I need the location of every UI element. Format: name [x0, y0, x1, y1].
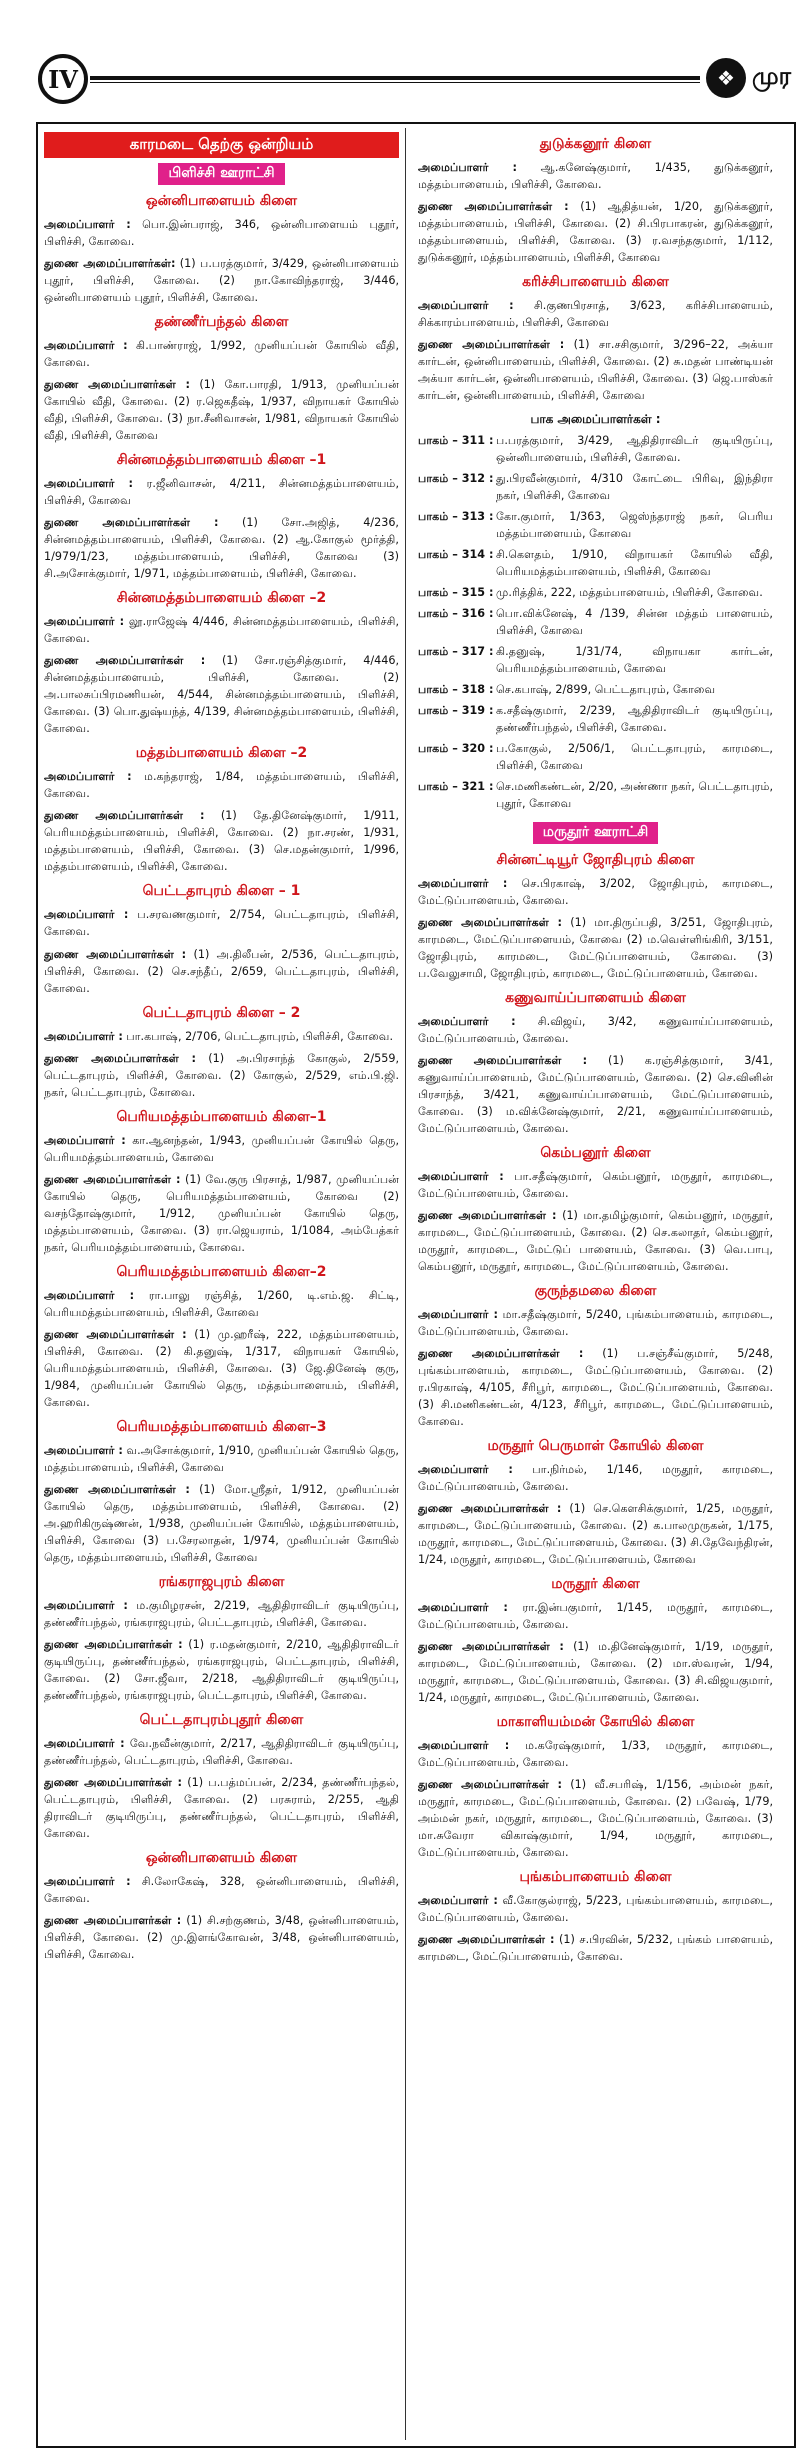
organizer-text: பா.நிர்மல், 1/146, மருதூர், காரமடை, மேட்டுப்பாளையம், கோவை. [418, 1462, 773, 1493]
booth-label: பாகம் – 320 : [418, 742, 494, 756]
booth-organizer-text: ப.கோகுல், 2/506/1, பெட்டதாபுரம், காரமடை, பிளிச்சி, கோவை [496, 742, 773, 773]
deputy-organizers-entry [44, 1636, 399, 1704]
deputy-organizers-label: துணை அமைப்பாளர்கள் : [418, 1778, 562, 1792]
booth-row [418, 681, 773, 698]
deputy-organizers-label: துணை அமைப்பாளர்கள் : [418, 200, 569, 214]
booth-organizer-text: கோ.குமார், 1/363, ஜெஸ்ந்தராஜ் நகர், பெரிய மத்தம்பாளையம், கோவை [496, 510, 773, 541]
deputy-organizers-text: (1) சி.சற்குணம், 3/48, ஒன்னிபாளையம், பிளிச்சி, கோவை. (2) மு.இளங்கோவன், 3/48, ஒன்னிபாளையம், பிளிச்சி, கோவை. [44, 1914, 399, 1962]
header-rule [90, 76, 700, 80]
organizer-label: அமைப்பாளர் : [418, 1169, 504, 1183]
branch-title: பெரியமத்தம்பாளையம் கிளை–3 [116, 1418, 327, 1435]
branch-title: மருதூர் பெருமாள் கோயில் கிளை [487, 1437, 704, 1454]
booth-organizer-text: து.பிரவீன்குமார், 4/310 கோட்டை பிரிவு, இந்திரா நகர், பிளிச்சி, கோவை [496, 472, 773, 503]
organizer-label: அமைப்பாளர் : [44, 218, 131, 231]
organizer-label: அமைப்பாளர் : [44, 1133, 126, 1147]
deputy-organizers-entry [44, 1912, 399, 1963]
organizer-text: சி.லோகேஷ், 328, ஒன்னிபாளையம், பிளிச்சி, கோவை. [44, 1875, 399, 1906]
deputy-organizers-text: (1) அ.திலீபன், 2/536, பெட்டதாபுரம், பிளிச்சி, கோவை. (2) செ.சந்தீப், 2/659, பெட்டதாபுரம், பிளிச்சி, கோவை. [44, 947, 399, 995]
deputy-organizers-entry [44, 1774, 399, 1842]
deputy-organizers-text: (1) க.ரஞ்சித்குமார், 3/41, கணுவாய்ப்பாளையம், மேட்டுப்பாளையம், கோவை. (2) செ.வினின் பிரசாந்த், 3/421, கணுவாய்ப்பாளையம், மேட்டுப்பாளையம், கோவை. (3) ம.விக்னேஷ்குமார், 2/21, கணுவாய்ப்பாளையம், மேட்டுப்பாளையம், கோவை. [418, 1053, 773, 1135]
deputy-organizers-label: துணை அமைப்பாளர்கள் : [418, 1501, 562, 1515]
organizer-text: ஆ.கனேஷ்குமார், 1/435, துடுக்கனூர், மத்தம்பாளையம், பிளிச்சி, கோவை. [418, 161, 773, 192]
organizer-entry [44, 1287, 399, 1321]
branch-title: துடுக்கனூர் கிளை [539, 136, 652, 152]
deputy-organizers-text: (1) சா.சசிகுமார், 3/296–22, அக்யா கார்டன், ஒன்னிபாளையம், பிளிச்சி, கோவை. (2) சு.மதன் பாண்டியன் அக்யா கார்டன், ஒன்னிபாளையம், பிளிச்சி, கோவை. (3) ஜெ.பாஸ்கர் கார்டன், ஒன்னிபாளையம், பிளிச்சி, கோவை [418, 338, 773, 403]
deputy-organizers-text: (1) ஆதித்யன், 1/20, துடுக்கனூர், மத்தம்பாளையம், பிளிச்சி, கோவை. (2) சி.பிரபாகரன், துடுக்கனூர், மத்தம்பாளையம், பிளிச்சி, கோவை. (3) ர.வசந்தகுமார், 1/112, துடுக்கனூர், மத்தம்பாளையம், பிளிச்சி, கோவை [418, 200, 773, 265]
deputy-organizers-text: (1) மா.திருப்பதி, 3/251, ஜோதிபுரம், காரமடை, மேட்டுப்பாளையம், கோவை (2) ம.வெள்ளிங்கிரி, 3/151, ஜோதிபுரம், காரமடை, மேட்டுப்பாளையம், கோவை. (3) ப.வேலுசாமி, ஜோதிபுரம், காரமடை, மேட்டுப்பாளையம், கோவை. [418, 915, 773, 980]
deputy-organizers-label: துணை அமைப்பாளர்கள் : [44, 1172, 181, 1186]
deputy-organizers-text: (1) ம.தினேஷ்குமார், 1/19, மருதூர், காரமடை, மேட்டுப்பாளையம், கோவை. (2) மா.ஸ்வரன், 1/94, மருதூர், காரமடை, மேட்டுப்பாளையம், கோவை. (3) சி.விஜயகுமார், 1/24, மருதூர், காரமடை, மேட்டுப்பாளையம், கோவை. [418, 1640, 773, 1705]
deputy-organizers-entry [44, 376, 399, 444]
branch-title: பெட்டதாபுரம் கிளை – 1 [142, 883, 301, 900]
deputy-organizers-text: (1) தே.தினேஷ்குமார், 1/911, பெரியமத்தம்பாளையம், பிளிச்சி, கோவை. (2) நா.சரண், 1/931, மத்தம்பாளையம், பிளிச்சி, கோவை. (3) செ.மதன்குமார், 1/996, மத்தம்பாளையம், பிளிச்சி, கோவை. [44, 809, 399, 874]
deputy-organizers-entry [418, 1638, 773, 1706]
deputy-organizers-entry [418, 1207, 773, 1275]
organizer-entry [44, 1132, 399, 1166]
organizer-entry [418, 875, 773, 909]
organizer-label: அமைப்பாளர் : [44, 1875, 131, 1889]
organizer-entry [418, 1461, 773, 1495]
page-number-badge: IV [38, 54, 88, 104]
booth-row [418, 643, 773, 677]
branch-title: பெரியமத்தம்பாளையம் கிளை–2 [116, 1263, 327, 1280]
branch-title: பெட்டதாபுரம் கிளை – 2 [142, 1004, 301, 1021]
organizer-text: கி.பாண்ராஜ், 1/992, முனியப்பன் கோயில் வீதி, கோவை. [44, 339, 399, 370]
deputy-organizers-entry [44, 807, 399, 875]
branch-title: மருதூர் கிளை [551, 1576, 640, 1592]
organizer-label: அமைப்பாளர் : [44, 1288, 135, 1302]
deputy-organizers-text: (1) வே.குரு பிரசாத், 1/987, முனியப்பன் கோயில் தெரு, பெரியமத்தம்பாளையம், கோவை (2) வசந்தோஷ்குமார், 1/912, முனியப்பன் கோயில் தெரு, மத்தம்பாளையம், கோவை. (3) ரா.ஜெயராம், 1/1084, அம்பேத்கர் நகர், பெரியமத்தம்பாளையம், கோவை. [44, 1172, 399, 1254]
branch-title: ஒன்னிபாளையம் கிளை [145, 1850, 298, 1867]
deputy-organizers-entry [418, 1776, 773, 1861]
booth-row [418, 702, 773, 736]
deputy-organizers-label: துணை அமைப்பாளர்கள் : [44, 1637, 183, 1651]
booth-row [418, 740, 773, 774]
deputy-organizers-label: துணை அமைப்பாளர்கள் : [418, 1640, 564, 1654]
deputy-organizers-label: துணை அமைப்பாளர்கள் : [44, 1914, 182, 1928]
organizer-label: அமைப்பாளர் : [44, 1598, 128, 1612]
header-rule-thin [90, 82, 700, 83]
deputy-organizers-entry [44, 946, 399, 997]
organizer-label: அமைப்பாளர் : [418, 1894, 498, 1908]
deputy-organizers-entry [418, 1345, 773, 1430]
deputy-organizers-text: (1) மோ.ஸ்ரீதர், 1/912, முனியப்பன் கோயில் தெரு, மத்தம்பாளையம், பிளிச்சி, கோவை. (2) அ.ஹரிகிருஷ்ணன், 1/938, முனியப்பன் கோயில், மத்தம்பாளையம், பிளிச்சி, கோவை (3) ப.சேரலாதன், 1/974, முனியப்பன் கோயில் தெரு, மத்தம்பாளையம், பிளிச்சி, கோவை [44, 1482, 399, 1564]
organizer-entry [418, 1306, 773, 1340]
deputy-organizers-text: (1) செ.கௌசிக்குமார், 1/25, மருதூர், காரமடை, மேட்டுப்பாளையம், கோவை. (2) க.பாலமுருகன், 1/175, மருதூர், காரமடை, மேட்டுப்பாளையம், கோவை. (3) சி.தேவேந்திரன், 1/24, மருதூர், காரமடை, மேட்டுப்பாளையம், கோவை [418, 1501, 773, 1566]
column-divider [405, 128, 406, 2440]
deputy-organizers-label: துணை அமைப்பாளர்கள் : [44, 1051, 196, 1065]
organizer-entry [44, 1873, 399, 1907]
deputy-organizers-entry [418, 336, 773, 404]
deputy-organizers-label: துணை அமைப்பாளர்கள் : [418, 1208, 557, 1222]
deputy-organizers-entry [44, 652, 399, 737]
deputy-organizers-label: துணை அமைப்பாளர்கள் : [44, 1482, 190, 1496]
deputy-organizers-text: (1) ர.மதன்குமார், 2/210, ஆதிதிராவிடர் குடியிருப்பு, தண்ணீர்பந்தல், ரங்கராஜபுரம், பெட்டதாபுரம், பிளிச்சி, கோவை. (2) சோ.ஜீவா, 2/218, ஆதிதிராவிடர் குடியிருப்பு, தண்ணீர்பந்தல், ரங்கராஜபுரம், பெட்டதாபுரம், பிளிச்சி, கோவை. [44, 1637, 399, 1703]
deputy-organizers-entry [418, 1052, 773, 1137]
deputy-organizers-label: துணை அமைப்பாளர்கள்: [44, 257, 176, 271]
booth-organizer-text: செ.மணிகண்டன், 2/20, அண்ணா நகர், பெட்டதாபுரம், புதூர், கோவை [496, 780, 773, 811]
branch-title: புங்கம்பாளையம் கிளை [519, 1869, 672, 1886]
organizer-text: பொ.இன்பராஜ், 346, ஒன்னிபாளையம் புதூர், பிளிச்சி, கோவை. [44, 218, 399, 249]
organizer-label: அமைப்பாளர் : [44, 615, 125, 629]
deputy-organizers-label: துணை அமைப்பாளர்கள் : [418, 1053, 588, 1067]
organizer-text: செ.பிரகாஷ், 3/202, ஜோதிபுரம், காரமடை, மேட்டுப்பாளையம், கோவை. [418, 876, 773, 907]
deputy-organizers-text: (1) ப.சஞ்சீவ்குமார், 5/248, புங்கம்பாளையம், காரமடை, மேட்டுப்பாளையம், கோவை. (2) ர.பிரகாஷ், 4/105, சீரிபூர், காரமடை, மேட்டுப்பாளையம், கோவை. (3) சி.மணிகண்டன், 4/123, சீரிபூர், காரமடை, மேட்டுப்பாளையம், கோவை. [418, 1346, 773, 1428]
booth-organizer-text: பொ.விக்னேஷ், 4 /139, சின்ன மத்தம் பாளையம், பிளிச்சி, கோவை [496, 607, 773, 638]
booth-row [418, 584, 773, 601]
organizer-entry [418, 159, 773, 193]
booth-organizers-list [418, 432, 773, 812]
organizer-entry [44, 906, 399, 940]
organizer-entry [44, 475, 399, 509]
organizer-entry [418, 1013, 773, 1047]
organizer-label: அமைப்பாளர் : [418, 161, 517, 174]
branch-title: பெட்டதாபுரம்புதூர் கிளை [139, 1712, 304, 1729]
branch-title: மத்தம்பாளையம் கிளை –2 [135, 745, 308, 762]
deputy-organizers-entry [418, 198, 773, 266]
organizer-text: பா.சதீஷ்குமார், கெம்பனூர், மருதூர், காரமடை, மேட்டுப்பாளையம், கோவை. [418, 1169, 773, 1200]
deputy-organizers-text: (1) அ.பிரசாந்த் கோகுல், 2/559, பெட்டதாபுரம், பிளிச்சி, கோவை. (2) கோகுல், 2/529, எம்.பி.ஜி. நகர், பெட்டதாபுரம், கோவை. [44, 1051, 399, 1099]
booth-organizer-text: மு.ரித்திக், 222, மத்தம்பாளையம், பிளிச்சி, கோவை. [496, 586, 763, 600]
deputy-organizers-entry [44, 1481, 399, 1566]
deputy-organizers-label: துணை அமைப்பாளர்கள் : [418, 1346, 584, 1360]
deputy-organizers-text: (1) சோ.ரஞ்சித்குமார், 4/446, சின்னமத்தம்பாளையம், பிளிச்சி, கோவை. (2) அ.பாலசுப்பிரமணியன், 4/544, சின்னமத்தம்பாளையம், பிளிச்சி, கோவை. (3) பொ.துஷ்யந்த், 4/139, சின்னமத்தம்பாளையம், பிளிச்சி, கோவை. [44, 654, 399, 736]
organizer-entry [418, 1737, 773, 1771]
organizer-text: கா.ஆனந்தன், 1/943, முனியப்பன் கோயில் தெரு, பெரியமத்தம்பாளையம், கோவை [44, 1133, 399, 1164]
booth-row [418, 778, 773, 812]
panchayat-banner-maruthur [418, 821, 773, 844]
branch-title: ரங்கராஜபுரம் கிளை [158, 1573, 285, 1590]
branch-title: சின்னமத்தம்பாளையம் கிளை –2 [116, 590, 327, 607]
organizer-text: ம.கந்தராஜ், 1/84, மத்தம்பாளையம், பிளிச்சி, கோவை. [44, 770, 399, 801]
deputy-organizers-label: துணை அமைப்பாளர்கள் : [44, 1327, 187, 1341]
booth-label: பாகம் – 319 : [418, 704, 494, 718]
booth-organizer-text: க.சதீஷ்குமார், 2/239, ஆதிதிராவிடர் குடியிருப்பு, தண்ணீர்பந்தல், பிளிச்சி, கோவை. [496, 704, 773, 735]
deputy-organizers-entry [418, 914, 773, 982]
organizer-label: அமைப்பாளர் : [418, 876, 508, 890]
booth-row [418, 432, 773, 466]
deputy-organizers-entry [44, 1171, 399, 1256]
organizer-entry [418, 1892, 773, 1926]
organizer-text: வ.அசோக்குமார், 1/910, முனியப்பன் கோயில் தெரு, மத்தம்பாளையம், பிளிச்சி, கோவை [44, 1443, 399, 1474]
deputy-organizers-label: துணை அமைப்பாளர்கள் : [44, 809, 205, 823]
organizer-text: வே.நவீன்குமார், 2/217, ஆதிதிராவிடர் குடியிருப்பு, தண்ணீர்பந்தல், பெட்டதாபுரம், பிளிச்சி, கோவை. [44, 1737, 399, 1768]
booth-label: பாகம் – 317 : [418, 645, 494, 659]
organizer-label: அமைப்பாளர் : [44, 1443, 123, 1457]
organizer-label: அமைப்பாளர் : [44, 1029, 123, 1043]
organizer-entry [44, 337, 399, 371]
left-column [44, 128, 399, 1968]
booth-row [418, 546, 773, 580]
branch-title: கணுவாய்ப்பாளையம் கிளை [505, 989, 686, 1006]
organizer-label: அமைப்பாளர் : [44, 770, 132, 784]
deputy-organizers-label: துணை அமைப்பாளர்கள் : [44, 1776, 182, 1790]
left-branch-list [44, 193, 399, 1963]
booth-label: பாகம் – 318 : [418, 683, 494, 697]
organizer-entry [44, 1735, 399, 1769]
right-branch-list-b [418, 852, 773, 1966]
organizer-entry [44, 1442, 399, 1476]
booth-organizer-text: கி.தனுஷ், 1/31/74, விநாயகா கார்டன், பெரியமத்தம்பாளையம், கோவை [496, 645, 773, 676]
organizer-label: அமைப்பாளர் : [44, 1737, 125, 1751]
organizer-label: அமைப்பாளர் : [44, 908, 129, 922]
branch-title: கரிச்சிபாளையம் கிளை [522, 274, 669, 291]
booth-label: பாகம் – 314 : [418, 548, 494, 562]
organizer-entry [44, 768, 399, 802]
deputy-organizers-entry [418, 1500, 773, 1568]
deputy-organizers-label: துணை அமைப்பாளர்கள் : [418, 915, 562, 929]
organizer-text: சி.குணபிரசாத், 3/623, கரிச்சிபாளையம், சிக்காரம்பாளையம், பிளிச்சி, கோவை [418, 299, 773, 330]
organizer-text: வீ.கோகுல்ராஜ், 5/223, புங்கம்பாளையம், காரமடை, மேட்டுப்பாளையம், கோவை. [418, 1894, 773, 1925]
branch-title: சின்னமத்தம்பாளையம் கிளை –1 [116, 452, 327, 469]
branch-title: குருந்தமலை கிளை [534, 1282, 657, 1299]
organizer-label: அமைப்பாளர் : [44, 339, 128, 353]
deputy-organizers-label: துணை அமைப்பாளர்கள் : [44, 654, 206, 668]
organizer-label: அமைப்பாளர் : [418, 1462, 513, 1476]
organizer-text: ம.கரேஷ்குமார், 1/33, மருதூர், காரமடை, மேட்டுப்பாளையம், கோவை. [418, 1739, 773, 1770]
deputy-organizers-label: துணை அமைப்பாளர்கள் : [418, 338, 565, 352]
deputy-organizers-entry [44, 1326, 399, 1411]
organizer-text: மா.சதீஷ்குமார், 5/240, புங்கம்பாளையம், காரமடை, மேட்டுப்பாளையம், கோவை. [418, 1307, 773, 1338]
organizer-label: அமைப்பாளர் : [418, 1014, 516, 1028]
organizer-text: ம.குமிழரசன், 2/219, ஆதிதிராவிடர் குடியிருப்பு, தண்ணீர்பந்தல், ரங்கராஜபுரம், பெட்டதாபுரம், பிளிச்சி, கோவை. [44, 1598, 399, 1629]
branch-title: ஒன்னிபாளையம் கிளை [145, 193, 298, 209]
organizer-label: அமைப்பாளர் : [418, 1739, 510, 1753]
deputy-organizers-text: (1) சோ.அஜித், 4/236, சின்னமத்தம்பாளையம், பிளிச்சி, கோவை. (2) ஆ.கோகுல் மூர்த்தி, 1/979/1/23, மத்தம்பாளையம், பிளிச்சி, கோவை (3) சி.அசோக்குமார், 1/971, மத்தம்பாளையம், பிளிச்சி, கோவை. [44, 516, 399, 581]
deputy-organizers-label: துணை அமைப்பாளர்கள் : [44, 516, 219, 530]
branch-title: பெரியமத்தம்பாளையம் கிளை–1 [116, 1108, 327, 1125]
right-column [418, 128, 773, 1970]
organizer-entry [44, 1028, 399, 1045]
booth-organizer-text: செ.கபாஷ், 2/899, பெட்டதாபுரம், கோவை [496, 683, 716, 697]
booth-row [418, 470, 773, 504]
branch-title: சின்னட்டியூர் ஜோதிபுரம் கிளை [496, 851, 695, 868]
panchayat-banner [44, 162, 399, 185]
deputy-organizers-text: (1) வீ.சபரிஷ், 1/156, அம்மன் நகர், மருதூர், காரமடை, மேட்டுப்பாளையம், கோவை. (2) பவேஷ், 1/79, அம்மன் நகர், மருதூர், காரமடை, மேட்டுப்பாளையம், கோவை. (3) மா.சுவேரா விகாஷ்குமார், 1/94, மருதூர், காரமடை, மேட்டுப்பாளையம், கோவை. [418, 1778, 773, 1860]
organizer-entry [418, 1599, 773, 1633]
deputy-organizers-text: (1) மு.ஹரீஷ், 222, மத்தம்பாளையம், பிளிச்சி, கோவை. (2) கி.தனுஷ், 1/317, விநாயகர் கோயில், பெரியமத்தம்பாளையம், பிளிச்சி, கோவை. (3) ஜே.தினேஷ் குரு, 1/984, முனியப்பன் கோயில் தெரு, மத்தம்பாளையம், பிளிச்சி, கோவை. [44, 1327, 399, 1409]
organizer-entry [418, 297, 773, 331]
booth-label: பாகம் – 313 : [418, 510, 494, 524]
right-branch-list-a [418, 136, 773, 404]
organizer-entry [44, 216, 399, 250]
party-logo-icon: ❖ [706, 58, 746, 98]
branch-title: மாகாளியம்மன் கோயில் கிளை [496, 1714, 695, 1731]
panchayat-banner-label: பிளிச்சி ஊராட்சி [158, 163, 284, 185]
organizer-text: ரா.இன்பகுமார், 1/145, மருதூர், காரமடை, மேட்டுப்பாளையம், கோவை. [418, 1601, 773, 1632]
booth-row [418, 605, 773, 639]
booth-organizer-text: சி.கௌதம், 1/910, விநாயகர் கோயில் வீதி, பெரியமத்தம்பாளையம், பிளிச்சி, கோவை [496, 548, 773, 579]
organizer-text: சி.விஜய், 3/42, கணுவாய்ப்பாளையம், மேட்டுப்பாளையம், கோவை. [418, 1014, 773, 1045]
booth-row [418, 508, 773, 542]
booth-label: பாகம் – 315 : [418, 586, 494, 600]
booth-label: பாகம் – 321 : [418, 780, 494, 794]
deputy-organizers-entry [44, 1050, 399, 1101]
booth-label: பாகம் – 316 : [418, 607, 494, 621]
organizer-label: அமைப்பாளர் : [418, 1601, 508, 1614]
page-header [0, 0, 800, 120]
organizer-entry [44, 613, 399, 647]
booth-organizer-text: ப.பரத்குமார், 3/429, ஆதிதிராவிடர் குடியிருப்பு, ஒன்னிபாளையம், பிளிச்சி, கோவை. [496, 434, 773, 465]
booth-label: பாகம் – 311 : [418, 434, 494, 448]
organizer-text: லூ.ராஜேஷ் 4/446, சின்னமத்தம்பாளையம், பிளிச்சி, கோவை. [44, 615, 399, 646]
panchayat-banner-label: மருதூர் ஊராட்சி [533, 822, 658, 844]
organizer-entry [44, 1597, 399, 1631]
union-banner: காரமடை தெற்கு ஒன்றியம் [44, 132, 399, 158]
deputy-organizers-text: (1) கோ.பாரதி, 1/913, முனியப்பன் கோயில் வீதி, கோவை. (2) ர.ஜெகதீஷ், 1/937, விநாயகர் கோயில் வீதி, பிளிச்சி, கோவை. (3) நா.சீனிவாசன், 1/981, விநாயகர் கோயில் வீதி, பிளிச்சி, கோவை [44, 378, 399, 443]
deputy-organizers-label: துணை அமைப்பாளர்கள் : [44, 378, 191, 392]
booth-label: பாகம் – 312 : [418, 472, 494, 486]
deputy-organizers-entry [418, 1931, 773, 1965]
deputy-organizers-text: (1) ப.பத்மப்பன், 2/234, தண்ணீர்பந்தல், பெட்டதாபுரம், பிளிச்சி, கோவை. (2) பரசுராம், 2/255, ஆதி திராவிடர் குடியிருப்பு, தண்ணீர்பந்தல், பெட்டதாபுரம், பிளிச்சி, கோவை. [44, 1776, 399, 1841]
branch-title: தண்ணீர்பந்தல் கிளை [154, 314, 289, 331]
deputy-organizers-label: துணை அமைப்பாளர்கள் : [418, 1933, 555, 1947]
branch-title: கெம்பனூர் கிளை [540, 1144, 651, 1161]
organizer-text: பா.கபாஷ், 2/706, பெட்டதாபுரம், பிளிச்சி, கோவை. [122, 1029, 394, 1043]
organizer-text: ப.சரவணகுமார், 2/754, பெட்டதாபுரம், பிளிச்சி, கோவை. [44, 908, 399, 939]
organizer-label: அமைப்பாளர் : [418, 1307, 498, 1321]
deputy-organizers-text: (1) ப.பரத்குமார், 3/429, ஒன்னிபாளையம் புதூர், பிளிச்சி, கோவை. (2) நா.கோவிந்தராஜ், 3/446, ஒன்னிபாளையம் புதூர், பிளிச்சி, கோவை. [44, 257, 399, 305]
organizer-text: ரா.பாலு ரஞ்சித், 1/260, டி.எம்.ஜ. சிட்டி, பெரியமத்தம்பாளையம், பிளிச்சி, கோவை [44, 1288, 399, 1319]
deputy-organizers-entry [44, 514, 399, 582]
deputy-organizers-text: (1) ச.பிரவின், 5/232, புங்கம் பாளையம், காரமடை, மேட்டுப்பாளையம், கோவை. [418, 1933, 773, 1964]
organizer-label: அமைப்பாளர் : [418, 299, 514, 313]
booth-organizers-heading: பாக அமைப்பாளர்கள் : [530, 412, 661, 427]
deputy-organizers-label: துணை அமைப்பாளர்கள் : [44, 947, 187, 961]
organizer-entry [418, 1168, 773, 1202]
deputy-organizers-entry [44, 255, 399, 306]
masthead-brand: முர [752, 62, 792, 90]
organizer-text: ர.ஜீனிவாசன், 4/211, சின்னமத்தம்பாளையம், பிளிச்சி, கோவை [44, 477, 399, 508]
deputy-organizers-text: (1) மா.தமிழ்குமார், கெம்பனூர், மருதூர், காரமடை, மேட்டுப்பாளையம், கோவை. (2) செ.கலாதர், கெம்பனூர், மருதூர், காரமடை, மேட்டுப் பாளையம், கோவை. (3) வெ.பாபு, கெம்பனூர், மருதூர், காரமடை, மேட்டுப்பாளையம், கோவை. [418, 1208, 773, 1273]
organizer-label: அமைப்பாளர் : [44, 477, 133, 491]
